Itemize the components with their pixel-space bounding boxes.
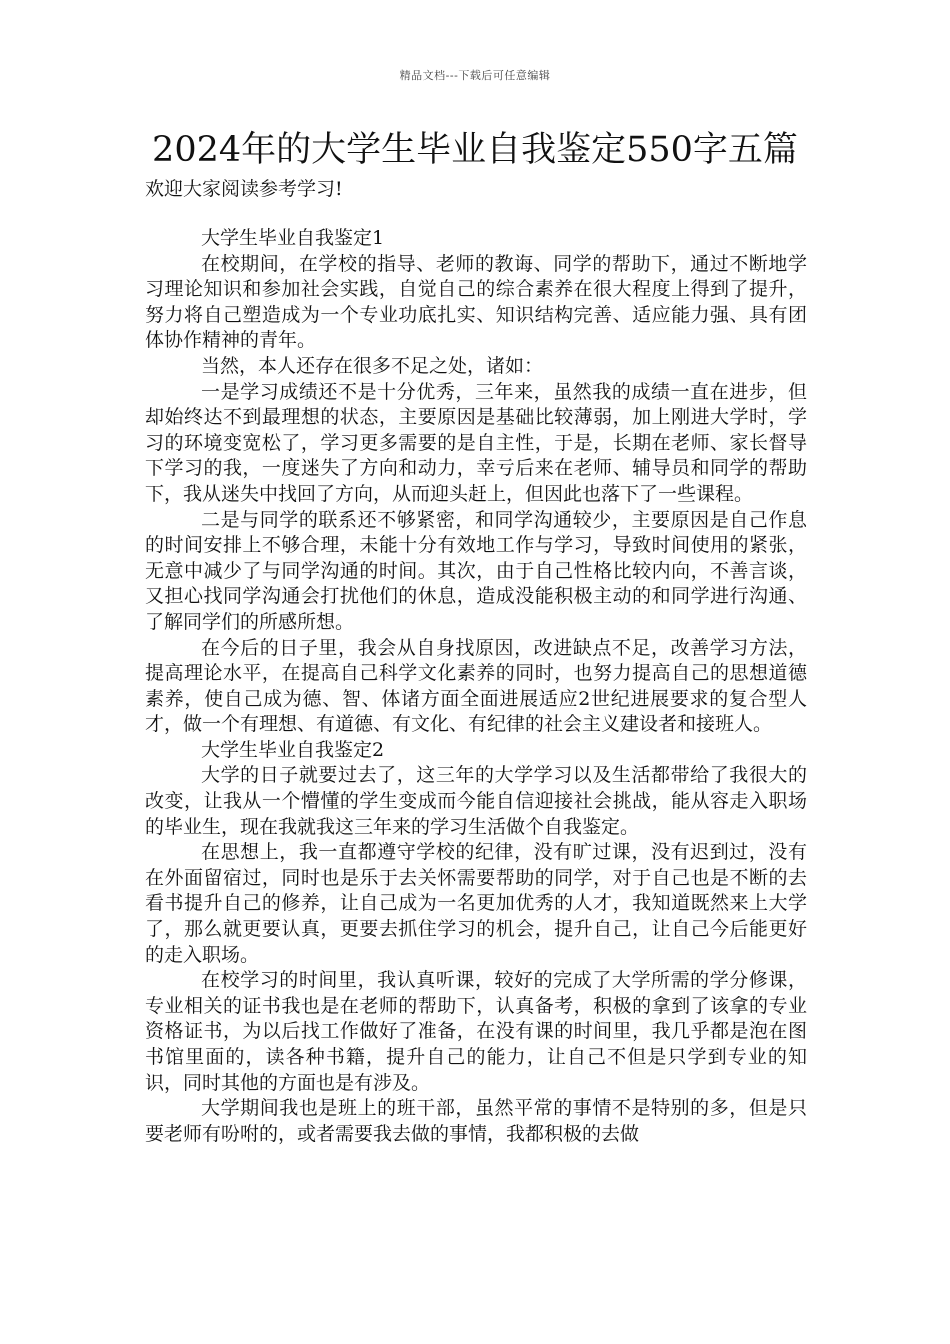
paragraph: 在校期间，在学校的指导、老师的教诲、同学的帮助下，通过不断地学习理论知识和参加社会实践，自觉自己的综合素养在很大程度上得到了提升，努力将自己塑造成为一个专业功底扎实、知识结构完善、适应能力强、具有团体协作精神的青年。 bbox=[145, 252, 807, 352]
paragraph: 大学的日子就要过去了，这三年的大学学习以及生活都带给了我很大的改变，让我从一个懵懂的学生变成而今能自信迎接社会挑战，能从容走入职场的毕业生，现在我就我这三年来的学习生活做个自我鉴定。 bbox=[145, 764, 807, 838]
header-note: 精品文档---下载后可任意编辑 bbox=[399, 69, 551, 82]
paragraph: 大学期间我也是班上的班干部，虽然平常的事情不是特别的多，但是只要老师有吩咐的，或者需要我去做的事情，我都积极的去做 bbox=[145, 1097, 807, 1145]
paragraph: 在校学习的时间里，我认真听课，较好的完成了大学所需的学分修课，专业相关的证书我也是在老师的帮助下，认真备考，积极的拿到了该拿的专业资格证书，为以后找工作做好了准备，在没有课的时间里，我几乎都是泡在图书馆里面的，读各种书籍，提升自己的能力，让自己不但是只学到专业的知识，同时其他的方面也是有涉及。 bbox=[145, 969, 807, 1094]
section-heading: 大学生毕业自我鉴定2 bbox=[201, 738, 385, 761]
paragraph: 二是与同学的联系还不够紧密，和同学沟通较少，主要原因是自己作息的时间安排上不够合理，未能十分有效地工作与学习，导致时间使用的紧张，无意中减少了与同学沟通的时间。其次，由于自己性格比较内向，不善言谈，又担心找同学沟通会打扰他们的休息，造成没能积极主动的和同学进行沟通、了解同学们的所感所想。 bbox=[145, 508, 807, 633]
intro-line: 欢迎大家阅读参考学习! bbox=[145, 178, 343, 200]
document-title: 2024年的大学生毕业自我鉴定550字五篇 bbox=[152, 130, 798, 170]
paragraph: 一是学习成绩还不是十分优秀，三年来，虽然我的成绩一直在进步，但却始终达不到最理想的状态，主要原因是基础比较薄弱，加上刚进大学时，学习的环境变宽松了，学习更多需要的是自主性，于是，长期在老师、家长督导下学习的我，一度迷失了方向和动力，幸亏后来在老师、辅导员和同学的帮助下，我从迷失中找回了方向，从而迎头赶上，但因此也落下了一些课程。 bbox=[145, 380, 807, 505]
document-body bbox=[145, 226, 807, 1147]
paragraph: 当然，本人还存在很多不足之处，诸如： bbox=[201, 354, 544, 377]
paragraph: 在今后的日子里，我会从自身找原因，改进缺点不足，改善学习方法，提高理论水平，在提高自己科学文化素养的同时，也努力提高自己的思想道德素养，使自己成为德、智、体诸方面全面进展适应2世纪进展要求的复合型人才，做一个有理想、有道德、有文化、有纪律的社会主义建设者和接班人。 bbox=[145, 636, 807, 736]
paragraph: 在思想上，我一直都遵守学校的纪律，没有旷过课，没有迟到过，没有在外面留宿过，同时也是乐于去关怀需要帮助的同学，对于自己也是不断的去看书提升自己的修养，让自己成为一名更加优秀的人才，我知道既然来上大学了，那么就更要认真，更要去抓住学习的机会，提升自己，让自己今后能更好的走入职场。 bbox=[145, 841, 807, 966]
section-heading: 大学生毕业自我鉴定1 bbox=[201, 227, 385, 249]
